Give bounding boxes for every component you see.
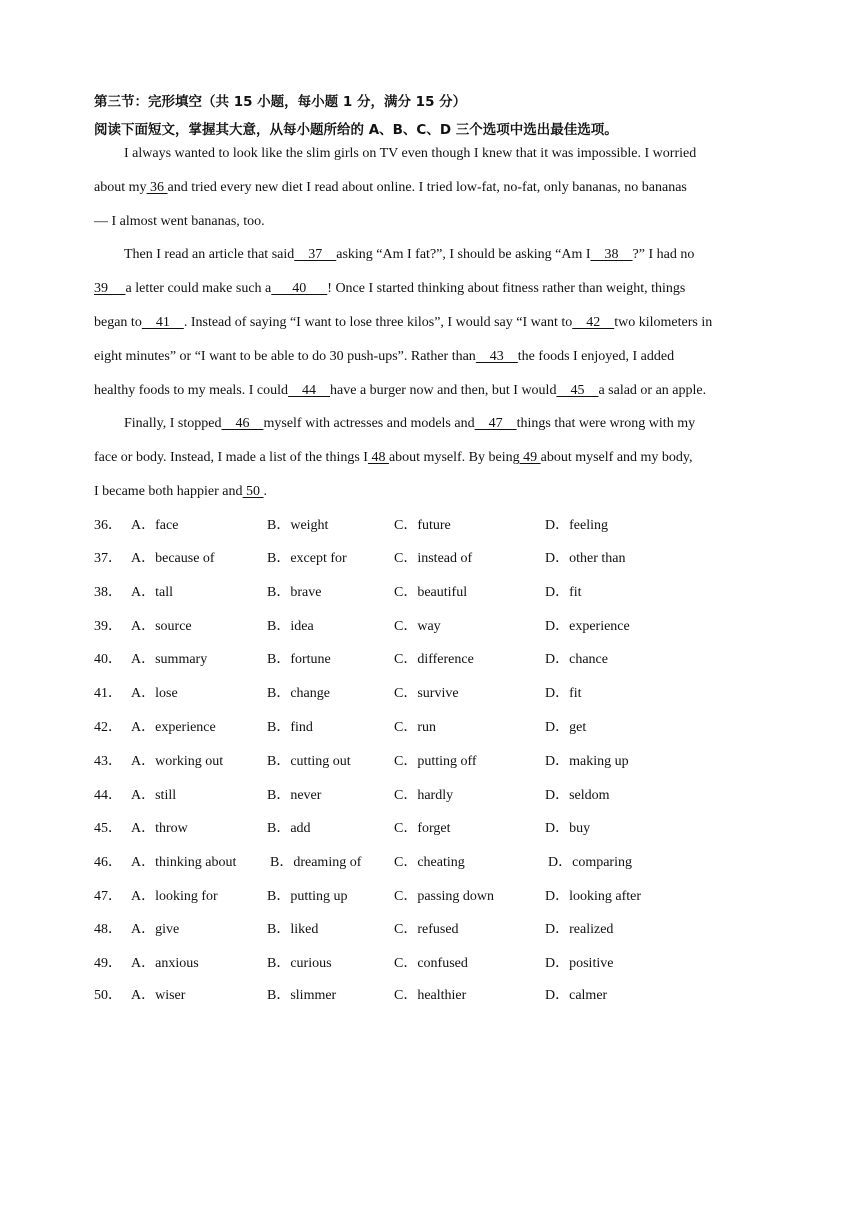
question-number: 45． <box>94 821 122 836</box>
option-c: C．cheating <box>394 855 465 870</box>
option-d: D．feeling <box>545 518 608 533</box>
option-a: A．experience <box>131 720 216 735</box>
section-title: 第三节：完形填空（共 15 小题，每小题 1 分，满分 15 分） <box>94 94 467 110</box>
passage-line <box>94 348 674 366</box>
passage-text: . <box>263 484 267 499</box>
question-number: 47． <box>94 889 122 904</box>
option-a: A．face <box>131 518 179 533</box>
option-d: D．positive <box>545 956 614 971</box>
passage-text: the foods I enjoyed, I added <box>517 349 675 364</box>
passage-text: — I almost went bananas, too. <box>94 214 265 229</box>
option-d: D．fit <box>545 585 582 600</box>
passage-text: I became both happier and <box>94 484 243 499</box>
passage-text: asking “Am I fat?”, I should be asking “Am I <box>336 247 591 262</box>
option-b: B．weight <box>267 518 329 533</box>
option-b: B．brave <box>267 585 322 600</box>
blank-49: 49 <box>519 450 541 465</box>
blank-36: 36 <box>146 180 168 195</box>
blank-41: 41 <box>141 315 184 330</box>
question-number: 44． <box>94 788 122 803</box>
option-d: D．chance <box>545 652 608 667</box>
question-number: 40． <box>94 652 122 667</box>
option-b: B．curious <box>267 956 332 971</box>
section-instruction: 阅读下面短文，掌握其大意，从每小题所给的 A、B、C、D 三个选项中选出最佳选项。 <box>94 122 618 138</box>
option-d: D．fit <box>545 686 582 701</box>
option-d: D．experience <box>545 619 630 634</box>
option-d: D．seldom <box>545 788 610 803</box>
option-a: A．throw <box>131 821 188 836</box>
question-number: 39． <box>94 619 122 634</box>
passage-text: Then I read an article that said <box>124 247 295 262</box>
passage-text: I always wanted to look like the slim girls on TV even though I knew that it was impossible. I worried <box>124 146 697 161</box>
passage-line <box>94 382 706 400</box>
option-b: B．never <box>267 788 322 803</box>
passage-text: things that were wrong with my <box>516 416 696 431</box>
question-number: 49． <box>94 956 122 971</box>
option-d: D．making up <box>545 754 629 769</box>
passage-line <box>94 213 265 231</box>
option-c: C．difference <box>394 652 474 667</box>
option-a: A．wiser <box>131 988 186 1003</box>
question-number: 46． <box>94 855 122 870</box>
option-d: D．calmer <box>545 988 608 1003</box>
option-a: A．lose <box>131 686 178 701</box>
passage-text: two kilometers in <box>614 315 713 330</box>
option-c: C．forget <box>394 821 451 836</box>
blank-44: 44 <box>288 383 331 398</box>
option-c: C．confused <box>394 956 468 971</box>
blank-40: 40 <box>271 281 328 296</box>
question-number: 50． <box>94 988 122 1003</box>
blank-50: 50 <box>242 484 264 499</box>
passage-text: a letter could make such a <box>125 281 272 296</box>
passage-line <box>94 314 712 332</box>
option-b: B．fortune <box>267 652 331 667</box>
passage-text: . Instead of saying “I want to lose three kilos”, I would say “I want to <box>183 315 573 330</box>
question-number: 48． <box>94 922 122 937</box>
blank-39: 39 <box>94 281 126 296</box>
blank-37: 37 <box>294 247 337 262</box>
option-c: C．beautiful <box>394 585 468 600</box>
blank-46: 46 <box>221 416 264 431</box>
option-b: B．cutting out <box>267 754 351 769</box>
option-a: A．anxious <box>131 956 199 971</box>
option-d: D．get <box>545 720 587 735</box>
option-b: B．find <box>267 720 313 735</box>
passage-text: face or body. Instead, I made a list of the things I <box>94 450 368 465</box>
passage-line <box>124 246 694 264</box>
option-b: B．change <box>267 686 330 701</box>
passage-text: about myself and my body, <box>540 450 693 465</box>
option-b: B．except for <box>267 551 347 566</box>
passage-text: Finally, I stopped <box>124 416 222 431</box>
passage-line <box>124 145 696 163</box>
option-a: A．tall <box>131 585 173 600</box>
passage-text: healthy foods to my meals. I could <box>94 383 289 398</box>
option-c: C．run <box>394 720 436 735</box>
option-c: C．healthier <box>394 988 467 1003</box>
blank-42: 42 <box>572 315 615 330</box>
passage-text: and tried every new diet I read about online. I tried low-fat, no-fat, only bananas, no bananas <box>167 180 687 195</box>
option-d: D．comparing <box>548 855 632 870</box>
option-a: A．because of <box>131 551 215 566</box>
passage-text: about my <box>94 180 147 195</box>
option-a: A．source <box>131 619 192 634</box>
option-a: A．thinking about <box>131 855 237 870</box>
question-number: 36． <box>94 518 122 533</box>
option-c: C．refused <box>394 922 459 937</box>
option-c: C．survive <box>394 686 459 701</box>
option-a: A．still <box>131 788 177 803</box>
option-a: A．give <box>131 922 180 937</box>
passage-line <box>94 280 685 298</box>
question-number: 38． <box>94 585 122 600</box>
option-c: C．passing down <box>394 889 494 904</box>
passage-line <box>94 483 267 501</box>
option-d: D．looking after <box>545 889 642 904</box>
passage-text: began to <box>94 315 142 330</box>
passage-text: ! Once I started thinking about fitness rather than weight, things <box>327 281 686 296</box>
passage-text: about myself. By being <box>388 450 520 465</box>
option-a: A．working out <box>131 754 224 769</box>
option-a: A．looking for <box>131 889 218 904</box>
option-b: B．idea <box>267 619 314 634</box>
question-number: 41． <box>94 686 122 701</box>
question-number: 37． <box>94 551 122 566</box>
question-number: 42． <box>94 720 122 735</box>
option-b: B．dreaming of <box>270 855 362 870</box>
question-number: 43． <box>94 754 122 769</box>
blank-43: 43 <box>475 349 518 364</box>
option-c: C．future <box>394 518 451 533</box>
blank-45: 45 <box>556 383 599 398</box>
blank-38: 38 <box>590 247 633 262</box>
option-a: A．summary <box>131 652 208 667</box>
option-b: B．putting up <box>267 889 348 904</box>
option-c: C．instead of <box>394 551 473 566</box>
blank-47: 47 <box>474 416 517 431</box>
option-c: C．way <box>394 619 441 634</box>
passage-text: myself with actresses and models and <box>263 416 475 431</box>
option-b: B．add <box>267 821 311 836</box>
option-b: B．slimmer <box>267 988 337 1003</box>
passage-text: ?” I had no <box>632 247 695 262</box>
passage-text: eight minutes” or “I want to be able to do 30 push-ups”. Rather than <box>94 349 476 364</box>
passage-line <box>94 179 687 197</box>
option-c: C．hardly <box>394 788 454 803</box>
option-b: B．liked <box>267 922 319 937</box>
passage-line <box>124 415 695 433</box>
option-d: D．buy <box>545 821 591 836</box>
option-c: C．putting off <box>394 754 477 769</box>
blank-48: 48 <box>367 450 389 465</box>
passage-text: a salad or an apple. <box>598 383 707 398</box>
passage-text: have a burger now and then, but I would <box>330 383 557 398</box>
passage-line <box>94 449 693 467</box>
option-d: D．realized <box>545 922 614 937</box>
option-d: D．other than <box>545 551 626 566</box>
